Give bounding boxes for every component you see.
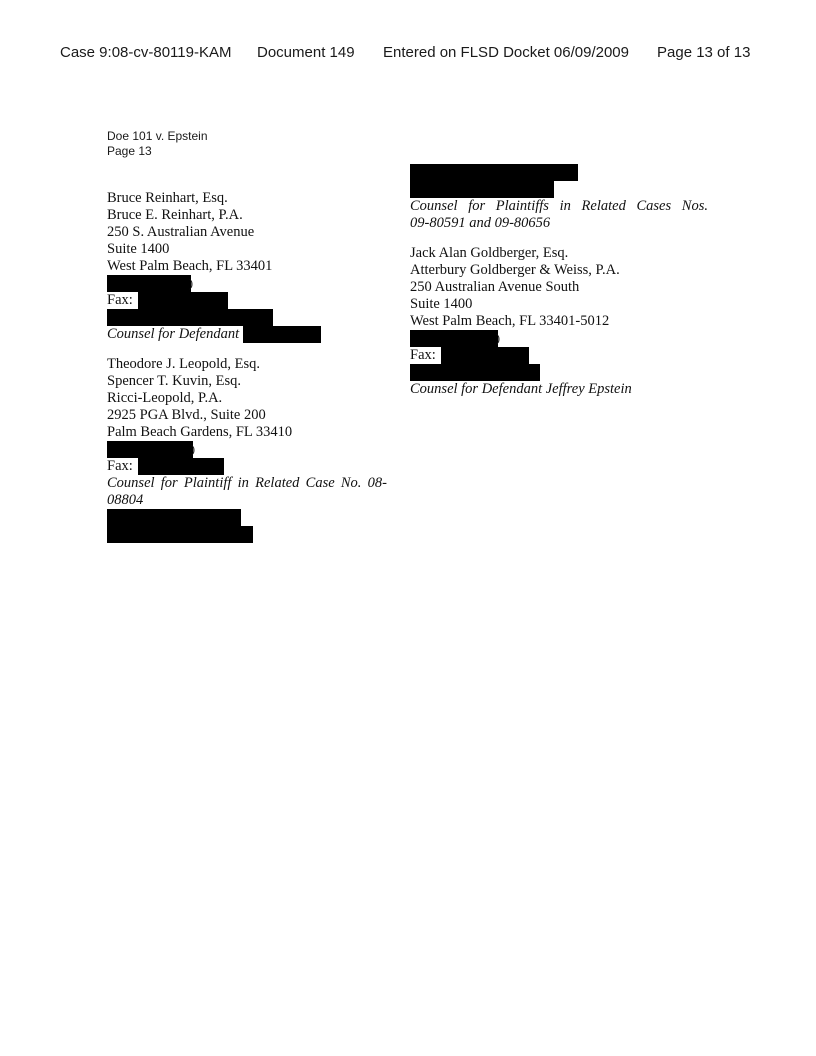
leopold-counsel-line: Counsel for Plaintiff in Related Case No. 08-: [107, 475, 387, 491]
page-count: Page 13 of 13: [657, 44, 751, 61]
redaction-bar: [107, 509, 241, 526]
leopold-counsel-line-2: 08804: [107, 492, 144, 508]
leopold-email-line-2: [107, 526, 387, 543]
goldberger-suite: Suite 1400: [410, 296, 473, 312]
redaction-bar: [410, 330, 498, 347]
top-counsel-line: Counsel for Plaintiffs in Related Cases Nos.: [410, 198, 708, 214]
goldberger-fax-line: [410, 347, 708, 364]
fax-label: Fax:: [410, 347, 436, 363]
goldberger-email-line: [410, 364, 708, 381]
leopold-street: 2925 PGA Blvd., Suite 200: [107, 407, 266, 423]
reinhart-street: 250 S. Australian Avenue: [107, 224, 255, 240]
top-email-line-2: [410, 181, 708, 198]
left-column: [107, 190, 387, 543]
redaction-bar: [410, 164, 578, 181]
redaction-bar: [243, 326, 321, 343]
redaction-bar: [410, 364, 540, 381]
leopold-fax-line: [107, 458, 387, 475]
case-name: Doe 101 v. Epstein: [107, 129, 208, 143]
reinhart-counsel-line: [107, 326, 387, 343]
redaction-bar: [107, 526, 253, 543]
top-email-line-1: [410, 164, 708, 181]
fax-label: Fax:: [107, 458, 133, 474]
kuvin-name: Spencer T. Kuvin, Esq.: [107, 373, 241, 389]
goldberger-name: Jack Alan Goldberger, Esq.: [410, 245, 569, 261]
case-number: Case 9:08-cv-80119-KAM: [60, 44, 232, 61]
counsel-role: Counsel for Defendant: [107, 326, 240, 342]
redaction-bar: [441, 347, 529, 364]
caption-page: Page 13: [107, 144, 152, 158]
leopold-firm: Ricci-Leopold, P.A.: [107, 390, 223, 406]
top-counsel-line-2: 09-80591 and 09-80656: [410, 215, 551, 231]
document-number: Document 149: [257, 44, 355, 61]
redaction-bar: [107, 309, 273, 326]
fax-label: Fax:: [107, 292, 133, 308]
leopold-name: Theodore J. Leopold, Esq.: [107, 356, 261, 372]
leopold-email-line-1: [107, 509, 387, 526]
redaction-bar: [138, 292, 228, 309]
reinhart-fax-line: [107, 292, 387, 309]
goldberger-firm: Atterbury Goldberger & Weiss, P.A.: [410, 262, 620, 278]
reinhart-phone-line: ): [107, 275, 387, 292]
redaction-bar: [107, 275, 191, 292]
reinhart-city: West Palm Beach, FL 33401: [107, 258, 273, 274]
reinhart-firm: Bruce E. Reinhart, P.A.: [107, 207, 243, 223]
goldberger-street: 250 Australian Avenue South: [410, 279, 580, 295]
right-column: [410, 164, 708, 398]
reinhart-name: Bruce Reinhart, Esq.: [107, 190, 228, 206]
page-caption: [107, 129, 208, 159]
leopold-city: Palm Beach Gardens, FL 33410: [107, 424, 293, 440]
goldberger-counsel-line: Counsel for Defendant Jeffrey Epstein: [410, 381, 632, 397]
redaction-bar: [138, 458, 224, 475]
goldberger-phone-line: ): [410, 330, 708, 347]
leopold-phone-line: ): [107, 441, 387, 458]
goldberger-city: West Palm Beach, FL 33401-5012: [410, 313, 610, 329]
reinhart-suite: Suite 1400: [107, 241, 170, 257]
redaction-bar: [410, 181, 554, 198]
redaction-bar: [107, 441, 193, 458]
reinhart-email-line: [107, 309, 387, 326]
docket-entry: Entered on FLSD Docket 06/09/2009: [383, 44, 629, 61]
